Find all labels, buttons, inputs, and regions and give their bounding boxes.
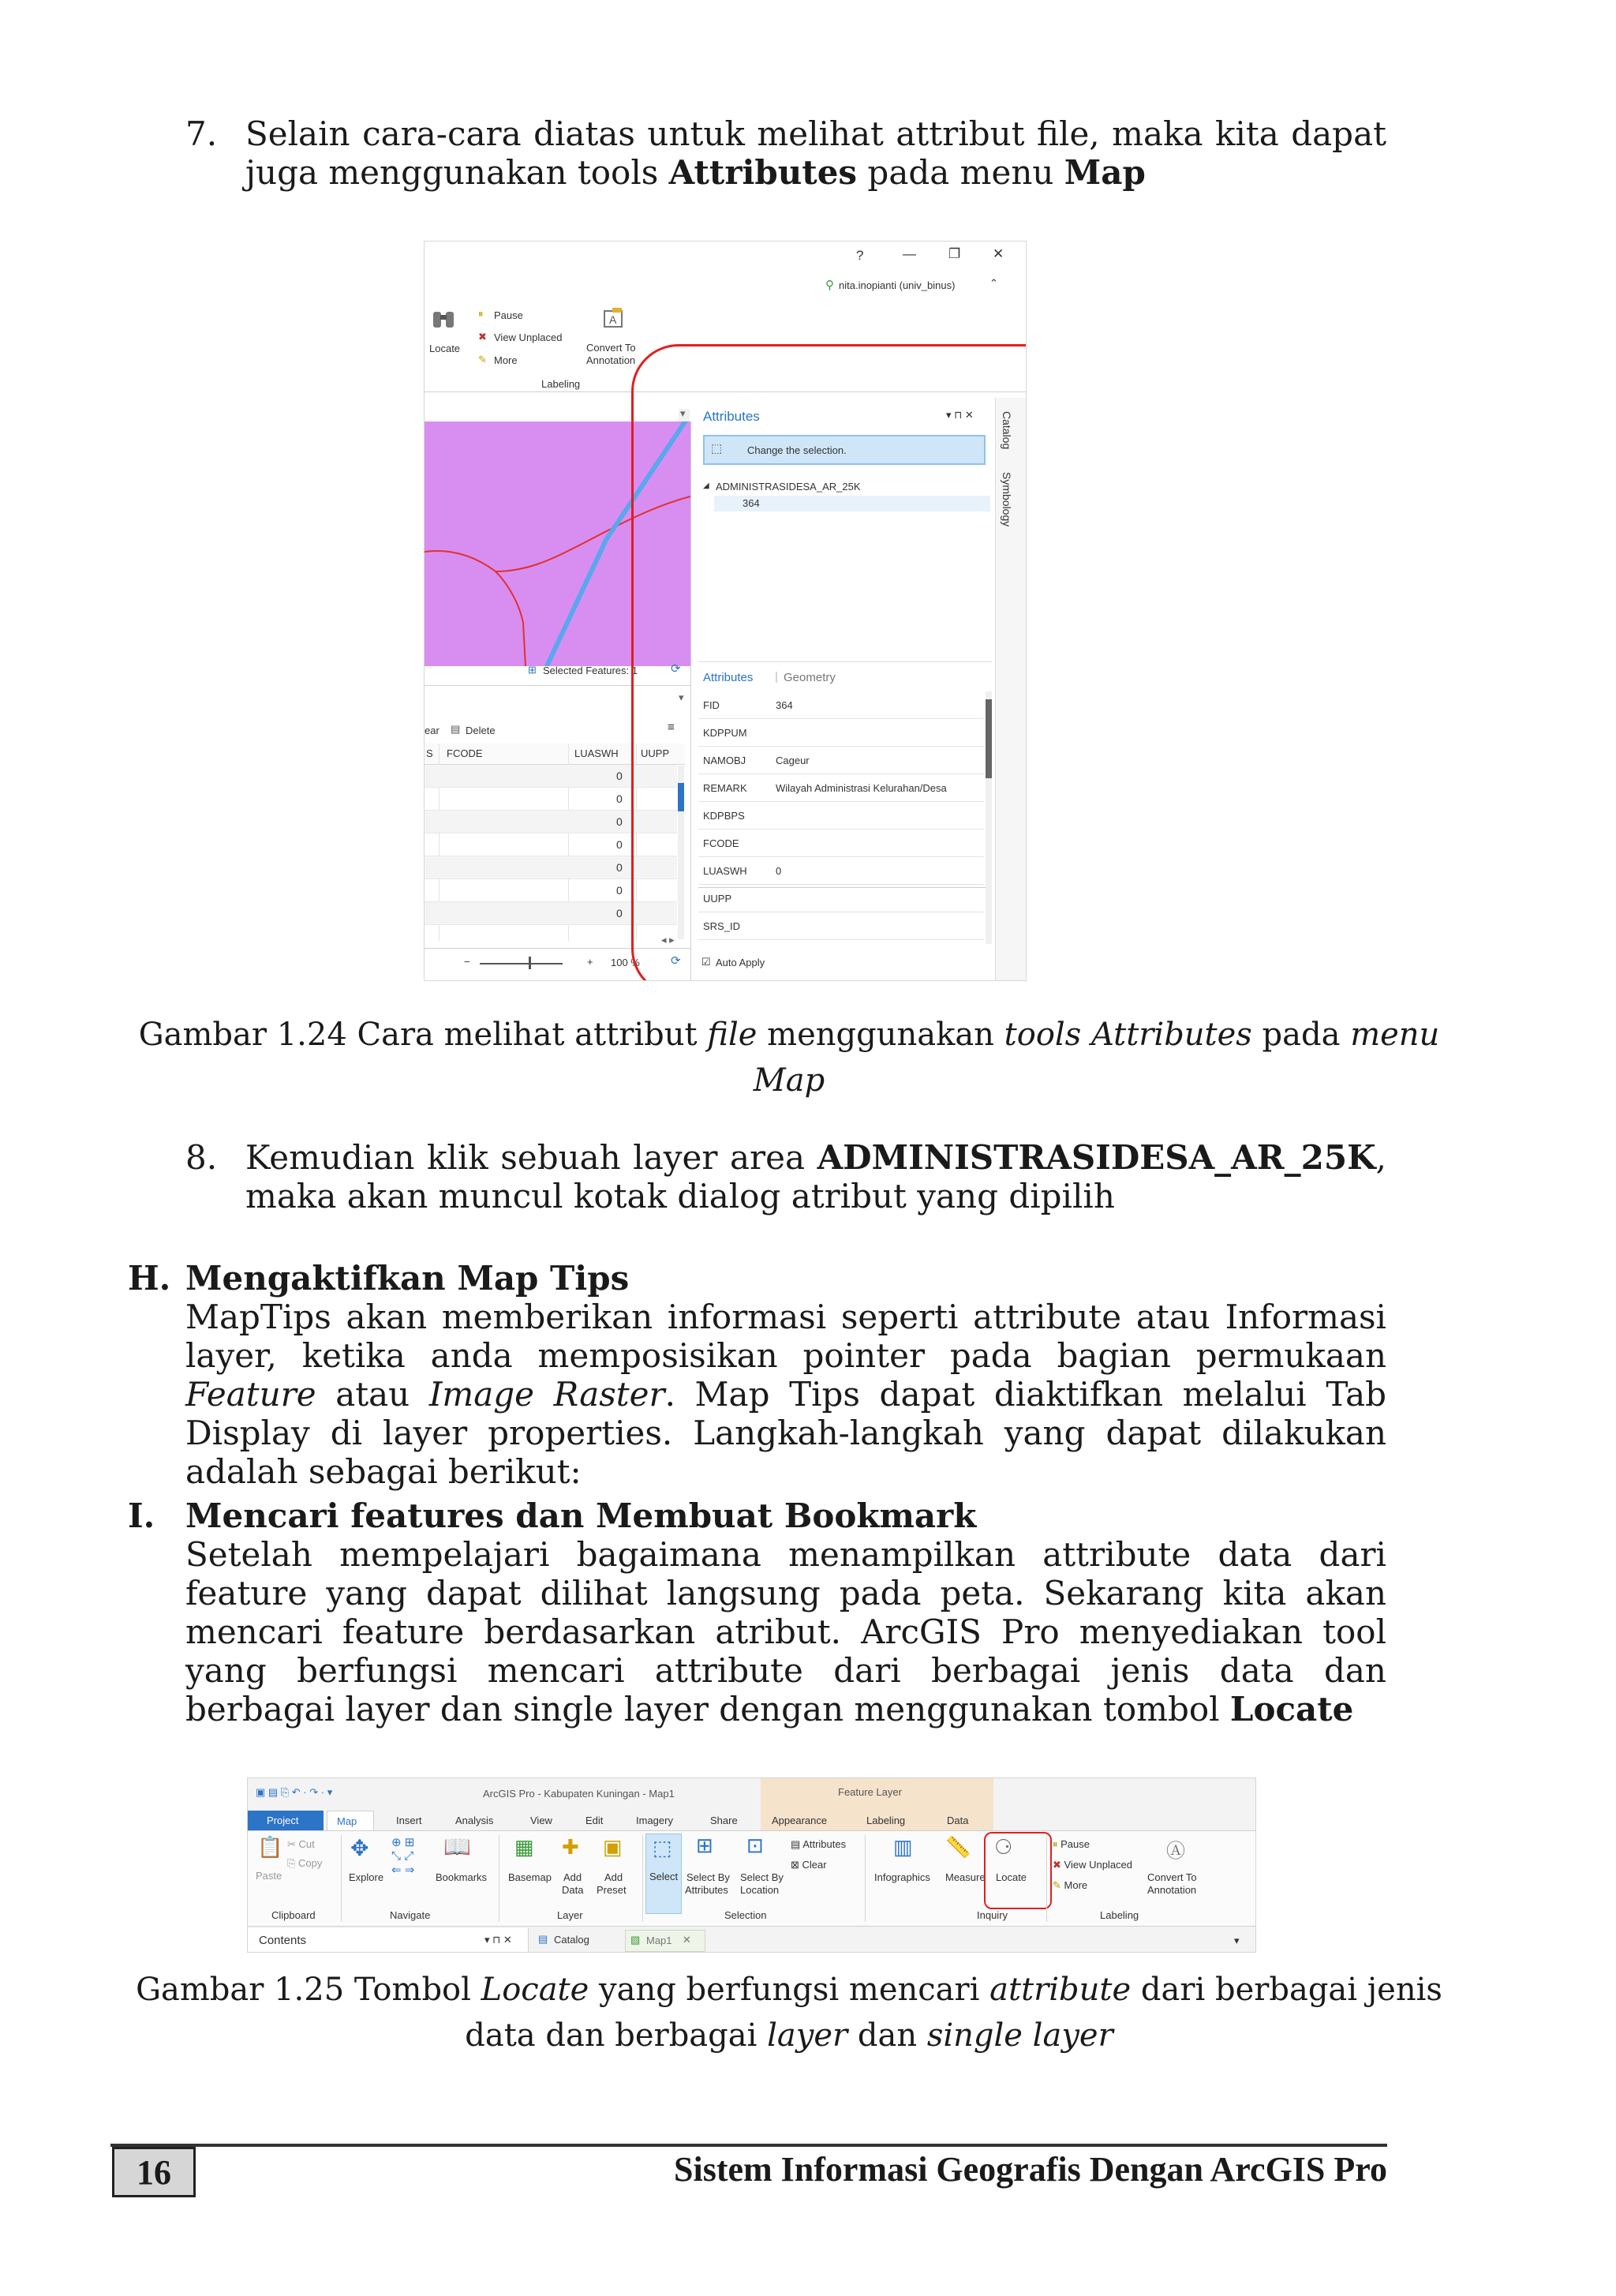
pause-label: Pause	[1060, 1838, 1090, 1850]
caption-2-layer: layer	[767, 2017, 848, 2054]
field-value: Cageur	[776, 755, 810, 766]
luaswh-cell: 0	[616, 907, 623, 920]
tab-project[interactable]	[248, 1811, 324, 1831]
luaswh-cell: 0	[616, 838, 623, 851]
column-header-fcode[interactable]: FCODE	[447, 747, 483, 759]
field-name: KDPBPS	[703, 810, 745, 822]
explore-button[interactable]: Explore	[349, 1871, 384, 1883]
map1-label: Map1	[646, 1935, 672, 1946]
caption-1-file: file	[707, 1017, 758, 1053]
attributes-button[interactable]: ▤ Attributes	[791, 1838, 847, 1850]
field-name: FID	[703, 699, 720, 711]
user-account[interactable]: nita.inopianti (univ_binus)	[839, 279, 956, 291]
section-h-text-a: MapTips akan memberikan informasi seperti attribute atau Informasi layer, ketika anda memposisikan pointer pada bagian permukaan	[185, 1298, 1386, 1375]
item-7-bold-attributes: Attributes	[668, 153, 858, 192]
group-clipboard: Clipboard	[271, 1909, 316, 1921]
binoculars-icon: ⚆	[994, 1835, 1013, 1859]
clear-selection-button[interactable]: ear	[425, 725, 440, 736]
section-i-body	[185, 1535, 1386, 1729]
refresh-icon[interactable]: ⟳	[671, 954, 681, 968]
attributes-label: Attributes	[802, 1838, 847, 1850]
convert-to-line2[interactable]: Annotation	[1147, 1884, 1197, 1896]
add-data-button-line2[interactable]: Data	[562, 1884, 584, 1896]
group-inquiry: Inquiry	[977, 1909, 1008, 1921]
more-icon: ✎	[478, 354, 487, 365]
select-by-attributes-line1[interactable]: Select By	[686, 1871, 730, 1883]
luaswh-cell: 0	[616, 770, 623, 782]
select-icon: ⬚	[653, 1836, 672, 1860]
tab-data[interactable]: Data	[947, 1815, 969, 1826]
add-data-icon: ✚	[562, 1835, 579, 1859]
table-scroll-icon[interactable]: ▾	[679, 691, 684, 703]
convert-annotation-icon	[600, 305, 627, 331]
tab-edit[interactable]: Edit	[585, 1815, 604, 1826]
item-8-text	[245, 1138, 1386, 1215]
add-preset-icon: ▣	[603, 1835, 623, 1859]
feature-id: 364	[743, 497, 760, 509]
item-8-text-b: , maka akan muncul kotak dialog atribut yang dipilih	[245, 1138, 1386, 1215]
tab-separator: |	[775, 670, 778, 684]
delete-button[interactable]: Delete	[466, 725, 496, 736]
pane-options-icon[interactable]: ▾ ⊓ ✕	[946, 409, 974, 421]
luaswh-cell: 0	[616, 815, 623, 828]
chevron-down-icon[interactable]: ⌃	[989, 277, 998, 289]
map-icon: ▧	[630, 1934, 641, 1946]
ribbon-annotation[interactable]: Annotation	[586, 354, 636, 366]
catalog-icon: ▤	[538, 1933, 548, 1945]
section-i-bold-locate: Locate	[1229, 1690, 1354, 1729]
section-i-text-a: Setelah mempelajari bagaimana menampilkan attribute data dari feature yang dapat dilihat langsung pada peta. Sekarang kita akan mencari feature berdasarkan atribut. ArcGIS Pro menyediakan tool yang berfungsi mencari attribute dari berbagai jenis data dan berbagai layer dan single layer dengan menggunakan tombol	[185, 1535, 1386, 1729]
pause-icon: ⏸	[478, 308, 484, 320]
group-layer: Layer	[557, 1909, 583, 1921]
measure-button[interactable]: Measure	[945, 1871, 986, 1883]
tab-map-label: Map	[337, 1815, 357, 1827]
contents-pane-tab[interactable]	[248, 1928, 529, 1952]
app-title: ArcGIS Pro - Kabupaten Kuningan - Map1	[483, 1788, 675, 1800]
auto-apply-label: Auto Apply	[716, 957, 765, 968]
tab-appearance[interactable]: Appearance	[772, 1815, 828, 1826]
caption-1-text-b: menggunakan	[757, 1017, 1004, 1053]
column-header-luaswh[interactable]: LUASWH	[574, 747, 619, 759]
restore-button[interactable]: ❐	[948, 246, 961, 261]
tab-overflow-icon[interactable]: ▾	[1234, 1935, 1240, 1946]
paste-button[interactable]: Paste	[256, 1870, 282, 1882]
tab-view[interactable]: View	[530, 1815, 552, 1826]
field-value: 0	[776, 865, 782, 877]
auto-apply-checkbox[interactable]: ☑	[701, 956, 711, 968]
more-label: More	[1064, 1879, 1088, 1891]
caption-2-locate: Locate	[481, 1972, 589, 2008]
view-unplaced-icon: ✖	[478, 331, 487, 343]
group-divider	[642, 1835, 643, 1922]
zoom-in-icon[interactable]: +	[587, 956, 593, 968]
add-preset-button-line2[interactable]: Preset	[597, 1884, 627, 1896]
figure-1-screenshot	[424, 241, 1027, 981]
view-unplaced-button[interactable]: ✖ View Unplaced	[1053, 1859, 1133, 1871]
select-by-location-icon: ⊡	[746, 1833, 764, 1857]
section-i-title: Mencari features dan Membuat Bookmark	[185, 1496, 977, 1535]
section-h-feature: Feature	[185, 1375, 316, 1414]
table-scroll-right-icon[interactable]: ◂ ▸	[661, 934, 675, 946]
infographics-icon: ▥	[893, 1835, 913, 1859]
locate-highlight	[984, 1832, 1052, 1909]
cut-label: Cut	[298, 1838, 315, 1850]
ribbon-group-labeling: Labeling	[541, 378, 581, 390]
caption-1-map: Map	[753, 1062, 825, 1099]
bookmarks-button[interactable]: Bookmarks	[436, 1871, 488, 1883]
page-number: 16	[112, 2147, 196, 2197]
copy-button[interactable]: ⎘ Copy	[287, 1857, 323, 1869]
field-value: 364	[776, 699, 793, 711]
title-bar	[248, 1778, 1255, 1810]
zoom-slider-thumb[interactable]	[529, 957, 531, 969]
tab-insert[interactable]: Insert	[396, 1815, 422, 1826]
paste-icon: 📋	[257, 1835, 283, 1859]
zoom-slider[interactable]	[480, 963, 563, 964]
field-name: NAMOBJ	[703, 755, 746, 766]
bookmarks-icon: 📖	[443, 1834, 471, 1859]
section-h-text-c: . Map Tips dapat diaktifkan melalui Tab Display di layer properties. Langkah-langkah yang dapat dilakukan adalah sebagai berikut:	[185, 1375, 1387, 1491]
caption-2-text-c: dari berbagai jenis	[1131, 1972, 1442, 2008]
caption-2-text-e: dan	[847, 2017, 927, 2054]
view-unplaced-label: View Unplaced	[1064, 1859, 1133, 1871]
catalog-tab[interactable]	[533, 1930, 620, 1950]
luaswh-cell: 0	[616, 861, 623, 874]
pane-controls-icon[interactable]: ▾ ⊓ ✕	[484, 1934, 512, 1946]
section-h-image-raster: Image Raster	[428, 1375, 665, 1414]
selected-features-count: Selected Features: 1	[543, 665, 638, 676]
select-by-location-line1[interactable]: Select By	[740, 1871, 784, 1883]
item-7-bold-map: Map	[1064, 153, 1146, 192]
convert-annotation-icon: Ⓐ	[1166, 1841, 1185, 1862]
contents-label: Contents	[259, 1934, 307, 1947]
footer-title: Sistem Informasi Geografis Dengan ArcGIS Pro	[674, 2150, 1387, 2189]
item-7-text-b: pada menu	[857, 153, 1064, 192]
tab-labeling[interactable]: Labeling	[866, 1815, 906, 1826]
navigate-tools-icon[interactable]: ⊕ ⊞ ⤡ ⤢ ⇐ ⇒	[391, 1836, 415, 1877]
minimize-button[interactable]: —	[903, 246, 916, 261]
select-by-attributes-line2[interactable]: Attributes	[685, 1884, 728, 1896]
select-by-attributes-icon: ⊞	[696, 1833, 713, 1857]
pause-button[interactable]: ⏸ Pause	[1053, 1838, 1090, 1850]
add-preset-button-line1[interactable]: Add	[604, 1871, 623, 1883]
change-selection-label: Change the selection.	[747, 444, 847, 456]
tab-imagery[interactable]: Imagery	[636, 1815, 673, 1826]
close-button[interactable]: ✕	[993, 246, 1004, 261]
scroll-down-icon[interactable]: ▾	[680, 407, 686, 419]
expand-triangle-icon[interactable]: ◢	[703, 481, 709, 490]
ribbon-convert-to[interactable]: Convert To	[586, 342, 636, 354]
cut-button[interactable]: ✂ Cut	[287, 1838, 315, 1850]
binoculars-icon	[429, 305, 458, 333]
map1-tab[interactable]	[625, 1930, 705, 1952]
section-h-body	[185, 1298, 1386, 1491]
tab-map[interactable]	[327, 1811, 374, 1832]
column-header-s[interactable]: S	[426, 747, 433, 759]
field-name: UUPP	[703, 893, 732, 905]
basemap-button[interactable]: Basemap	[508, 1871, 552, 1883]
field-name: KDPPUM	[703, 727, 747, 739]
figure-1-caption	[118, 1012, 1460, 1103]
select-by-location-line2[interactable]: Location	[740, 1884, 780, 1896]
caption-2-single-layer: single layer	[926, 2017, 1113, 2054]
tab-analysis[interactable]: Analysis	[455, 1815, 494, 1826]
caption-1-text-a: Gambar 1.24 Cara melihat attribut	[138, 1017, 708, 1053]
quick-access-icons[interactable]: ▣ ▤ ⎘ ↶ · ↷ · ▾	[256, 1786, 333, 1798]
copy-label: Copy	[298, 1857, 323, 1869]
list-number-7: 7.	[185, 114, 218, 153]
add-data-button-line1[interactable]: Add	[563, 1871, 582, 1883]
group-divider	[341, 1835, 342, 1922]
caption-1-text-c: pada	[1251, 1017, 1351, 1053]
cursor-select-icon: ⬚	[711, 442, 723, 455]
table-menu-icon[interactable]: ≡	[668, 721, 675, 734]
section-h-title: Mengaktifkan Map Tips	[185, 1259, 630, 1298]
luaswh-cell: 0	[616, 792, 623, 805]
column-header-uupp[interactable]: UUPP	[641, 747, 670, 759]
caption-2-text-b: yang berfungsi mencari	[589, 1972, 990, 2008]
infographics-button[interactable]: Infographics	[874, 1871, 930, 1883]
field-name: FCODE	[703, 837, 739, 849]
more-button[interactable]: ✎ More	[1053, 1879, 1088, 1891]
item-8-text-a: Kemudian klik sebuah layer area	[245, 1138, 817, 1177]
close-tab-icon[interactable]: ✕	[683, 1934, 691, 1946]
item-8-bold-layer: ADMINISTRASIDESA_AR_25K	[817, 1138, 1376, 1177]
field-value: Wilayah Administrasi Kelurahan/Desa	[776, 782, 947, 794]
select-label: Select	[649, 1871, 679, 1882]
contextual-tab-label: Feature Layer	[838, 1786, 902, 1798]
svg-text:A: A	[609, 313, 617, 326]
side-tab-symbology[interactable]: Symbology	[1001, 472, 1013, 527]
tab-project-label: Project	[267, 1815, 299, 1826]
item-7-text-a: Selain cara-cara diatas untuk melihat attribut file, maka kita dapat juga menggunakan tools	[245, 114, 1386, 192]
group-divider	[865, 1835, 866, 1922]
tab-share[interactable]: Share	[710, 1815, 738, 1826]
group-navigate: Navigate	[390, 1909, 431, 1921]
field-name: REMARK	[703, 782, 747, 794]
field-name: LUASWH	[703, 865, 747, 877]
field-name: SRS_ID	[703, 920, 740, 932]
basemap-icon: ▦	[514, 1835, 534, 1859]
group-divider	[1046, 1835, 1047, 1922]
section-h-text-b: atau	[316, 1375, 429, 1414]
caption-2-attribute: attribute	[989, 1972, 1132, 2008]
item-7-text	[245, 114, 1386, 192]
group-selection: Selection	[724, 1909, 767, 1921]
caption-2-text-a: Gambar 1.25 Tombol	[136, 1972, 481, 2008]
selected-features-icon: ⊞	[528, 664, 537, 676]
delete-icon: ▤	[451, 723, 461, 735]
ribbon-view-unplaced[interactable]: View Unplaced	[494, 331, 563, 343]
zoom-out-icon[interactable]: −	[464, 956, 470, 968]
side-tab-catalog[interactable]: Catalog	[1001, 411, 1013, 450]
user-icon: ⚲	[825, 279, 834, 292]
explore-icon: ✥	[350, 1836, 369, 1860]
clear-button[interactable]: ⊠ Clear	[791, 1859, 827, 1871]
measure-icon: 📏	[945, 1835, 971, 1859]
help-button[interactable]: ?	[856, 248, 864, 263]
ribbon-more[interactable]: More	[494, 354, 518, 366]
catalog-label: Catalog	[554, 1934, 589, 1946]
section-i-letter: I.	[128, 1496, 155, 1535]
select-button[interactable]	[645, 1833, 682, 1914]
figure-2-screenshot	[247, 1777, 1256, 1953]
pane-title: Attributes	[703, 409, 760, 424]
ribbon-pause[interactable]: Pause	[494, 309, 523, 321]
figure-2-caption	[118, 1967, 1460, 2058]
section-h-letter: H.	[128, 1259, 171, 1298]
ribbon-locate-label[interactable]: Locate	[429, 343, 461, 354]
caption-1-tools: tools Attributes	[1004, 1017, 1252, 1053]
refresh-icon[interactable]: ⟳	[671, 662, 681, 676]
convert-to-line1[interactable]: Convert To	[1147, 1871, 1197, 1883]
tab-geometry[interactable]: Geometry	[784, 671, 836, 684]
group-labeling: Labeling	[1100, 1909, 1139, 1921]
zoom-level: 100 %	[611, 957, 640, 968]
clear-label: Clear	[802, 1859, 827, 1871]
highlight-circle	[631, 344, 1027, 981]
tab-attributes[interactable]: Attributes	[703, 671, 754, 684]
layer-name[interactable]: ADMINISTRASIDESA_AR_25K	[716, 481, 861, 493]
list-number-8: 8.	[185, 1138, 218, 1177]
locate-button[interactable]: Locate	[996, 1871, 1027, 1883]
caption-1-menu: menu	[1350, 1017, 1440, 1053]
caption-2-text-d: data dan berbagai	[465, 2017, 768, 2054]
luaswh-cell: 0	[616, 884, 623, 897]
